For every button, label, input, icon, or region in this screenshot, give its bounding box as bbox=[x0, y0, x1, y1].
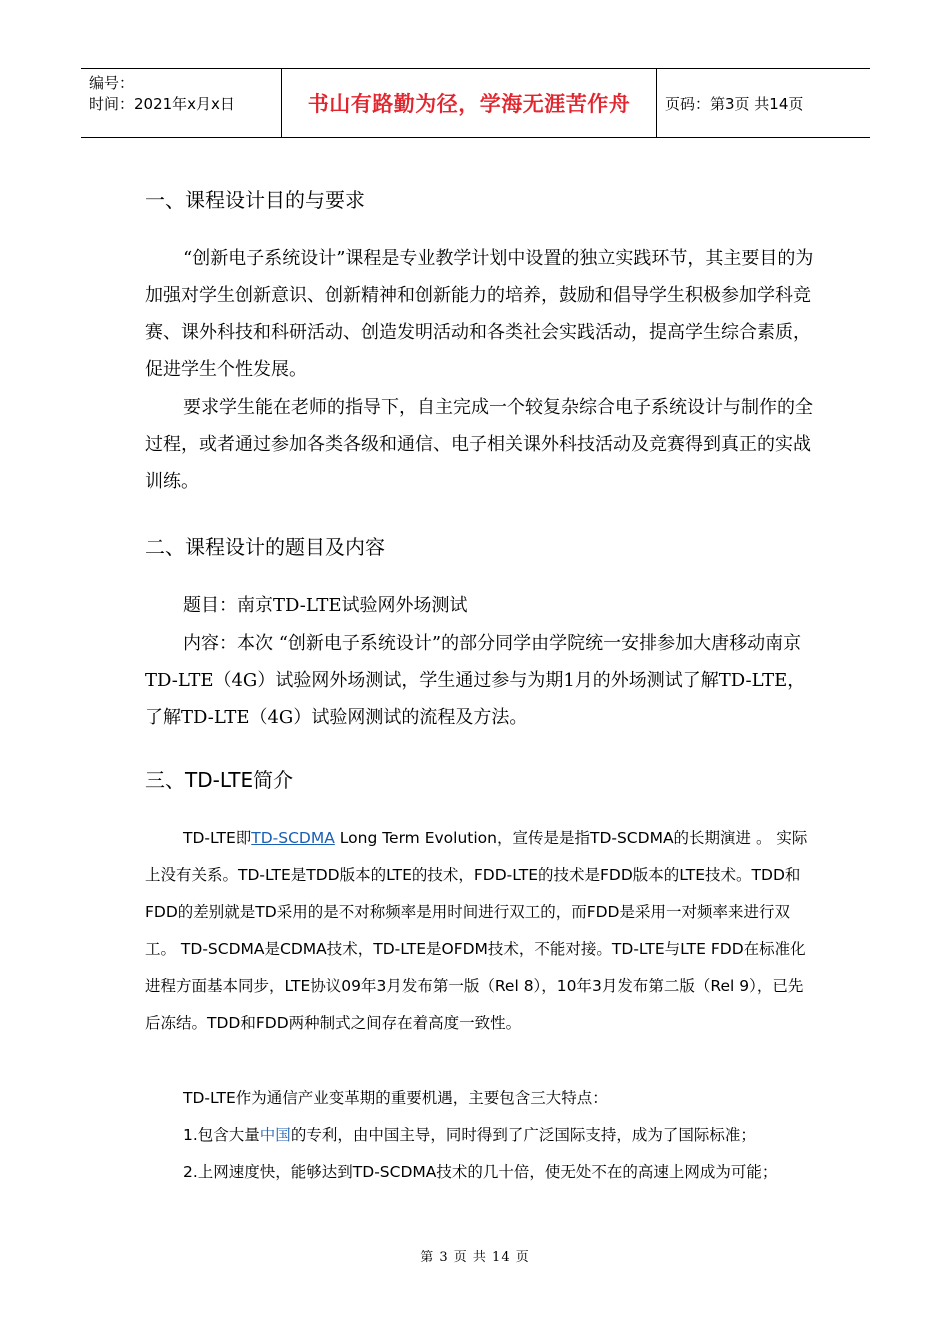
page-footer: 第 3 页 共 14 页 bbox=[420, 1250, 530, 1265]
item-text: 的专利，由中国主导，同时得到了广泛国际支持，成为了国际标准； bbox=[290, 1126, 756, 1144]
feature-item-1 bbox=[145, 1117, 815, 1154]
page-header bbox=[81, 68, 870, 138]
header-page-info: 页码：第3页 共14页 bbox=[665, 94, 804, 113]
section-2-topic: 题目：南京TD-LTE试验网外场测试 bbox=[183, 595, 468, 616]
section-2-heading: 二、课程设计的题目及内容 bbox=[145, 535, 385, 559]
document-date: 时间：2021年x月x日 bbox=[89, 95, 235, 113]
section-1-heading: 一、课程设计目的与要求 bbox=[145, 188, 365, 212]
section-1-paragraph-1: “创新电子系统设计”课程是专业教学计划中设置的独立实践环节，其主要目的为加强对学生创新意识、创新精神和创新能力的培养，鼓励和倡导学生积极参加学科竞赛、课外科技和科研活动、创造发明活动和各类社会实践活动，提高学生综合素质，促进学生个性发展。 bbox=[145, 248, 814, 380]
item-text: 1.包含大量 bbox=[183, 1126, 260, 1144]
document-number-label: 编号： bbox=[89, 74, 135, 92]
section-3-paragraph-2: TD-LTE作为通信产业变革期的重要机遇，主要包含三大特点： bbox=[183, 1089, 608, 1107]
section-3-paragraph-1 bbox=[145, 820, 815, 1042]
paragraph-text: TD-LTE即 bbox=[183, 829, 252, 847]
section-2-content: 内容：本次 “创新电子系统设计”的部分同学由学院统一安排参加大唐移动南京TD-LTE（4G）试验网外场测试，学生通过参与为期1月的外场测试了解TD-LTE，了解TD-LTE（4G）试验网测试的流程及方法。 bbox=[145, 633, 806, 728]
feature-item-2: 2.上网速度快，能够达到TD-SCDMA技术的几十倍，使无处不在的高速上网成为可能； bbox=[183, 1163, 778, 1181]
header-motto: 书山有路勤为径，学海无涯苦作舟 bbox=[282, 69, 657, 137]
section-3-heading: 三、TD-LTE简介 bbox=[145, 768, 294, 792]
header-meta bbox=[81, 69, 282, 137]
td-scdma-link[interactable]: TD-SCDMA bbox=[251, 829, 335, 847]
china-link[interactable]: 中国 bbox=[259, 1126, 291, 1144]
section-1-paragraph-2: 要求学生能在老师的指导下，自主完成一个较复杂综合电子系统设计与制作的全过程，或者通过参加各类各级和通信、电子相关课外科技活动及竞赛得到真正的实战训练。 bbox=[145, 397, 813, 492]
paragraph-text: Long Term Evolution，宣传是是指TD-SCDMA的长期演进 。 实际上没有关系。TD-LTE是TDD版本的LTE的技术，FDD-LTE的技术是FDD版本的LTE技术。TDD和FDD的差别就是TD采用的是不对称频率是用时间进行双工的，而FDD是采用一对频率来进行双工。 TD-SCDMA是CDMA技术，TD-LTE是OFDM技术，不能对接。TD-LTE与LTE FDD在标准化进程方面基本同步，LTE协议09年3月发布第一版（Rel 8），10年3月发布第二版（Rel 9），已先后冻结。TDD和FDD两种制式之间存在着高度一致性。 bbox=[145, 829, 808, 1032]
